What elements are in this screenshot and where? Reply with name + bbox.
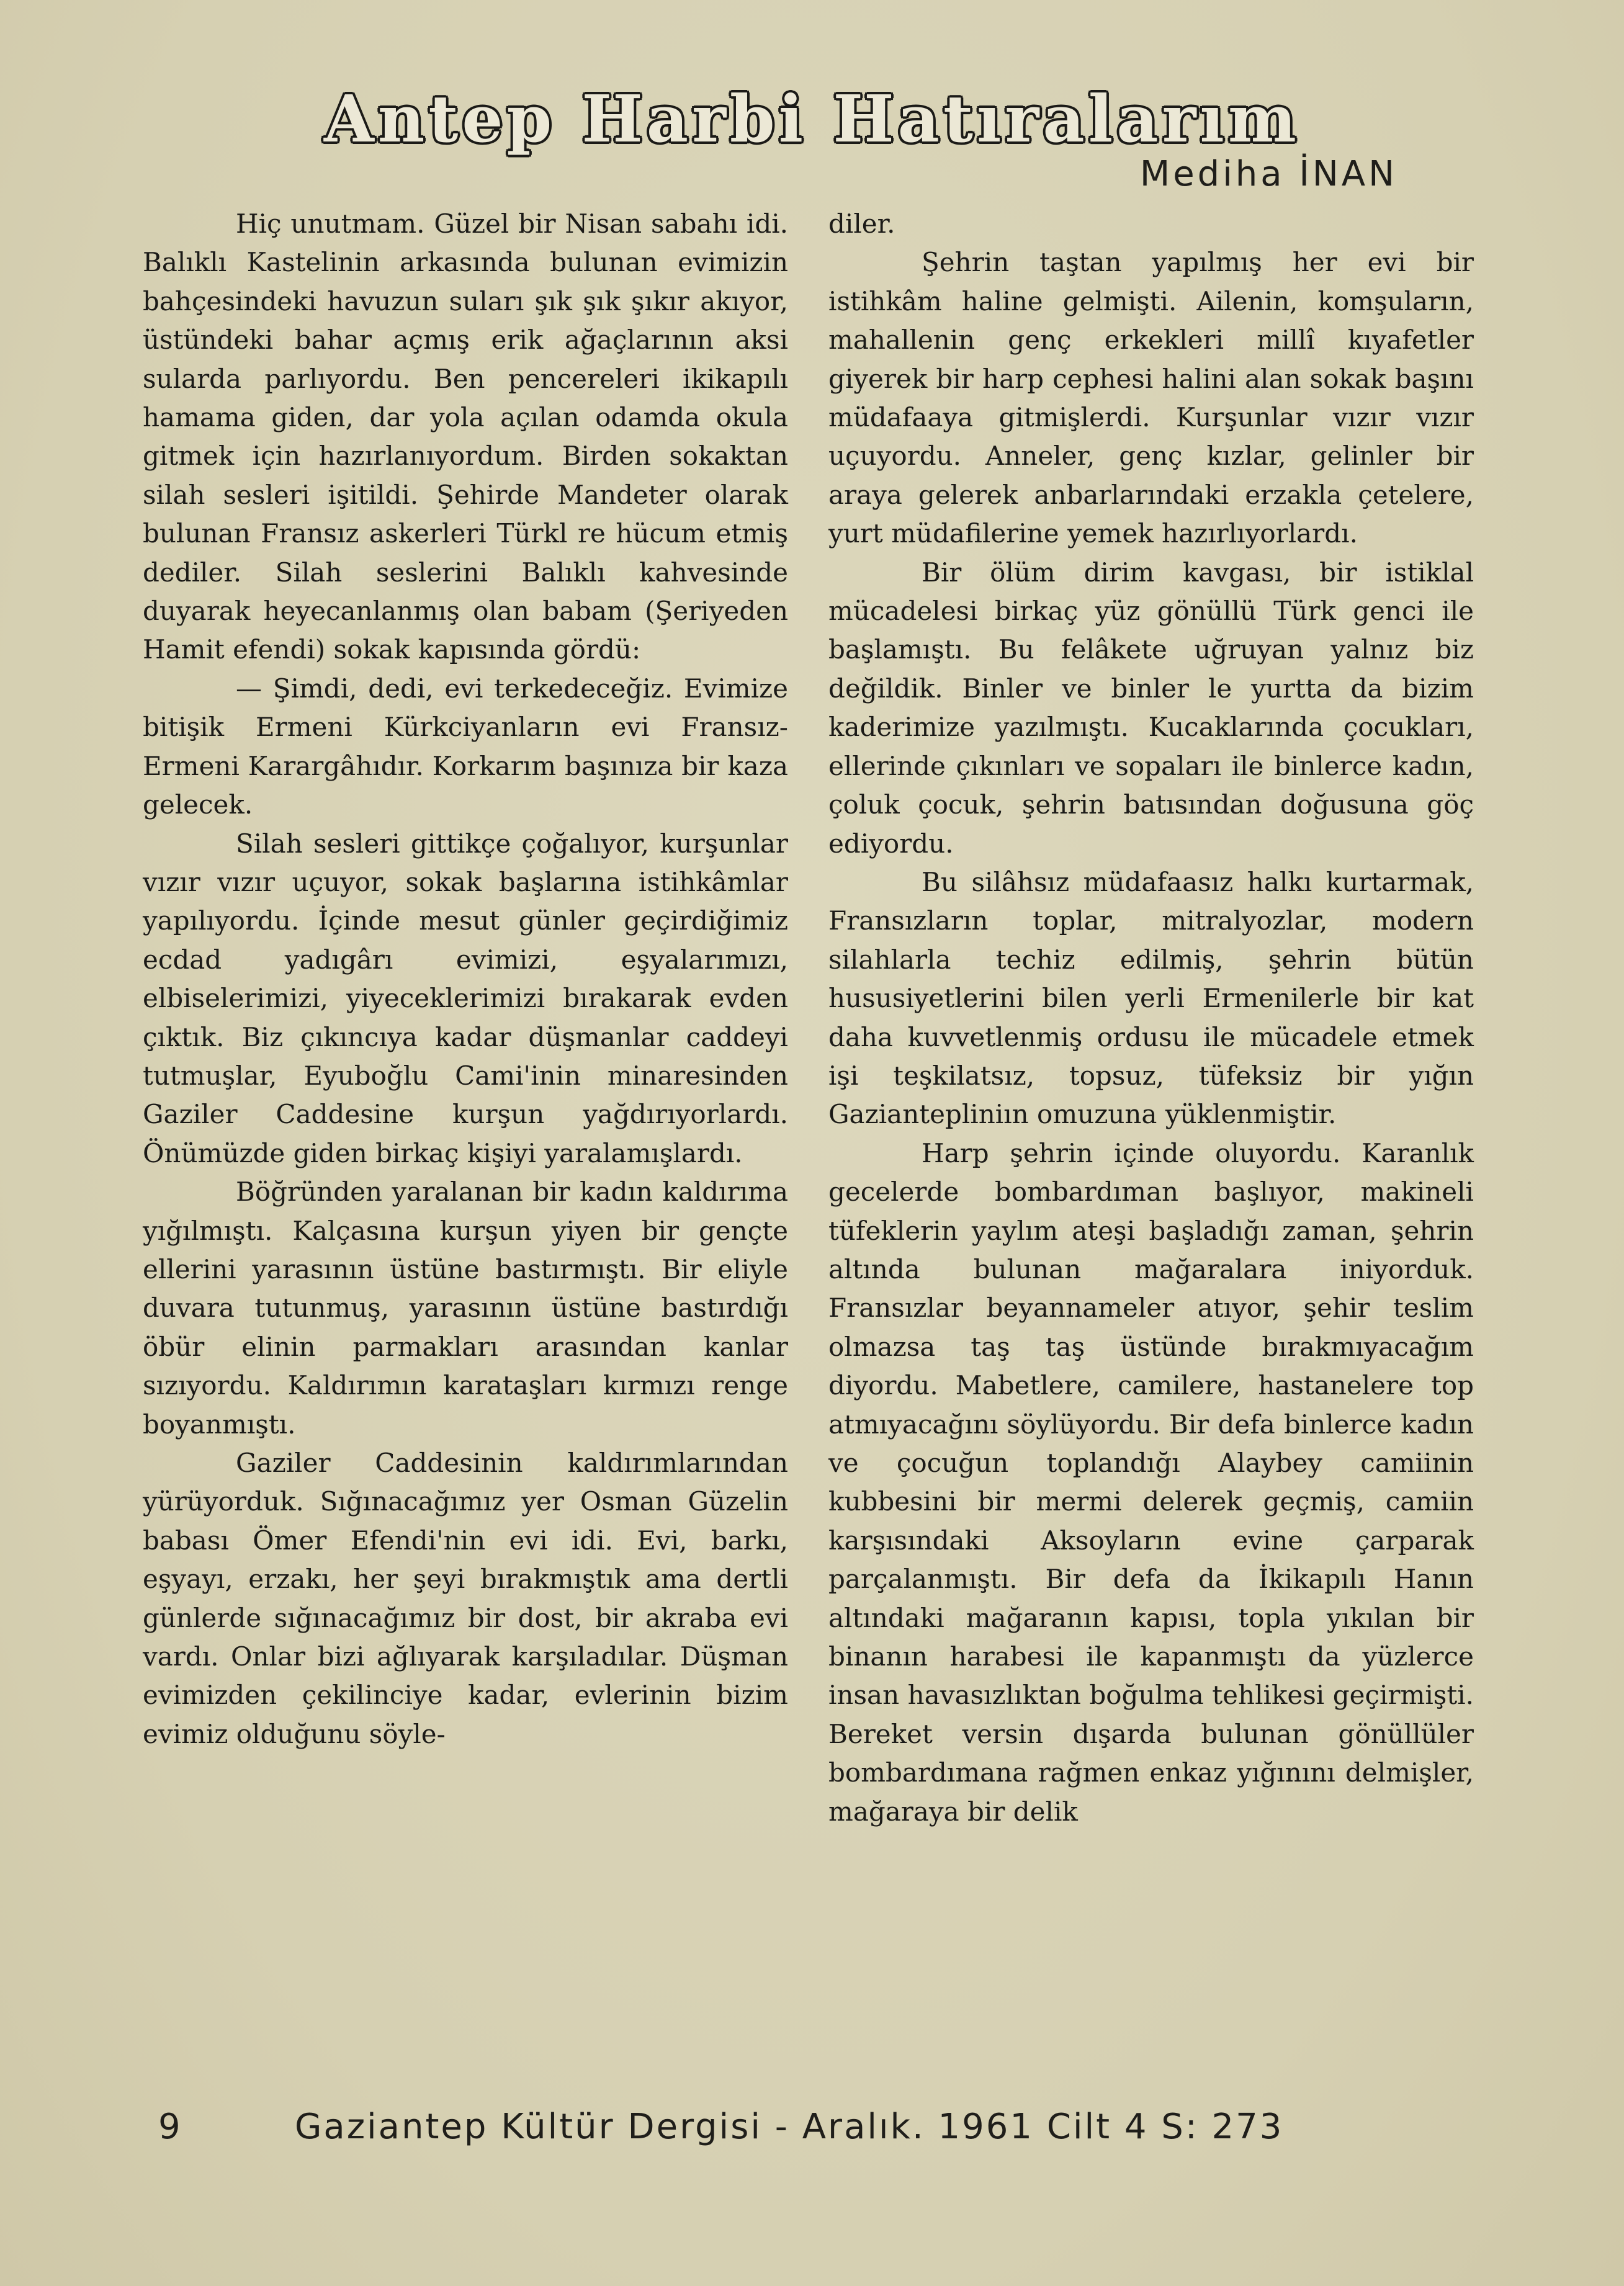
paragraph: Böğründen yaralanan bir kadın kaldırıma yığılmıştı. Kalçasına kurşun yiyen bir gençte ellerini yarasının üstüne bastırmıştı. Bir eliyle duvara tutunmuş, yarasının üstüne bastırdığı öbür elinin parmakları arasından kanlar sızıyordu. Kaldırımın karataşları kırmızı renge boyanmıştı. — [143, 1177, 788, 1440]
page-footer — [158, 2107, 1283, 2147]
paragraph: Bir ölüm dirim kavgası, bir istiklal mücadelesi birkaç yüz gönüllü Türk genci ile başlamıştı. Bu felâkete uğruyan yalnız biz değildik. Binler ve binler le yurtta da bizim kaderimize yazılmıştı. Kucaklarında çocukları, ellerinde çıkınları ve sopaları ile binlerce kadın, çoluk çocuk, şehrin batısından doğusuna göç ediyordu. — [828, 557, 1474, 859]
page-number: 9 — [158, 2107, 182, 2147]
paragraph: Gaziler Caddesinin kaldırımlarından yürüyorduk. Sığınacağımız yer Osman Güzelin babası Ömer Efendi'nin evi idi. Evi, barkı, eşyayı, erzakı, her şeyi bırakmıştık ama dertli günlerde sığınacağımız bir dost, bir akraba evi vardı. Onlar bizi ağlıyarak karşıladılar. Düşman evimizden çekilinciye kadar, evlerinin bizim evimiz olduğunu söyle- — [143, 1448, 788, 1749]
right-column — [828, 205, 1474, 1831]
paragraph: Bu silâhsız müdafaasız halkı kurtarmak, Fransızların toplar, mitralyozlar, modern silahlarla techiz edilmiş, şehrin bütün hususiyetlerini bilen yerli Ermenilerle bir kat daha kuvvetlenmiş ordusu ile mücadele etmek işi teşkilatsız, topsuz, tüfeksiz bir yığın Gaziantepliniın omuzuna yüklenmiştir. — [828, 866, 1474, 1130]
paragraph: Hiç unutmam. Güzel bir Nisan sabahı idi. Balıklı Kastelinin arkasında bulunan evimizin bahçesindeki havuzun suları şık şık şıkır akıyor, üstündeki bahar açmış erik ağaçlarının aksi sularda parlıyordu. Ben pencereleri ikikapılı hamama giden, dar yola açılan odamda okula gitmek için hazırlanıyordum. Birden sokaktan silah sesleri işitildi. Şehirde Mandeter olarak bulunan Fransız askerleri Türkl re hücum etmiş dediler. Silah seslerini Balıklı kahvesinde duyarak heyecanlanmış olan babam (Şeriyeden Hamit efendi) sokak kapısında gördü: — [143, 208, 788, 665]
article-title: Antep Harbi Hatıralarım — [324, 81, 1300, 157]
paragraph: — Şimdi, dedi, evi terkedeceğiz. Evimize bitişik Ermeni Kürkciyanların evi Fransız-Ermeni Karargâhıdır. Korkarım başınıza bir kaza gelecek. — [143, 673, 788, 820]
left-column — [143, 205, 788, 1754]
paragraph: Harp şehrin içinde oluyordu. Karanlık gecelerde bombardıman başlıyor, makineli tüfeklerin yaylım ateşi başladığı zaman, şehrin altında bulunan mağaralara iniyorduk. Fransızlar beyannameler atıyor, şehir teslim olmazsa taş taş üstünde bırakmıyacağım diyordu. Mabetlere, camilere, hastanelere top atmıyacağını söylüyordu. Bir defa binlerce kadın ve çocuğun toplandığı Alaybey camiinin kubbesini bir mermi delerek geçmiş, camiin karşısındaki Aksoyların evine çarparak parçalanmıştı. Bir defa da İkikapılı Hanın altındaki mağaranın kapısı, topla yıkılan bir binanın harabesi ile kapanmıştı da yüzlerce insan havasızlıktan boğulma tehlikesi geçirmişti. Bereket versin dışarda bulunan gönüllüler bombardımana rağmen enkaz yığınını delmişler, mağaraya bir delik — [828, 1137, 1474, 1827]
journal-citation: Gaziantep Kültür Dergisi - Aralık. 1961 Cilt 4 S: 273 — [295, 2107, 1284, 2147]
paragraph: Silah sesleri gittikçe çoğalıyor, kurşunlar vızır vızır uçuyor, sokak başlarına istihkâmlar yapılıyordu. İçinde mesut günler geçirdiğimiz ecdad yadıgârı evimizi, eşyalarımızı, elbiselerimizi, yiyeceklerimizi bırakarak evden çıktık. Biz çıkıncıya kadar düşmanlar caddeyi tutmuşlar, Eyuboğlu Cami'inin minaresinden Gaziler Caddesine kurşun yağdırıyorlardı. Önümüzde giden birkaç kişiyi yaralamışlardı. — [143, 828, 788, 1168]
paragraph: diler. — [828, 208, 895, 239]
paragraph: Şehrin taştan yapılmış her evi bir istihkâm haline gelmişti. Ailenin, komşuların, mahallenin genç erkekleri millî kıyafetler giyerek bir harp cephesi halini alan sokak başını müdafaaya gitmişlerdi. Kurşunlar vızır vızır uçuyordu. Anneler, genç kızlar, gelinler bir araya gelerek anbarlarındaki erzakla çetelere, yurt müdafilerine yemek hazırlıyorlardı. — [828, 247, 1474, 549]
article-author: Mediha İNAN — [1139, 154, 1397, 194]
